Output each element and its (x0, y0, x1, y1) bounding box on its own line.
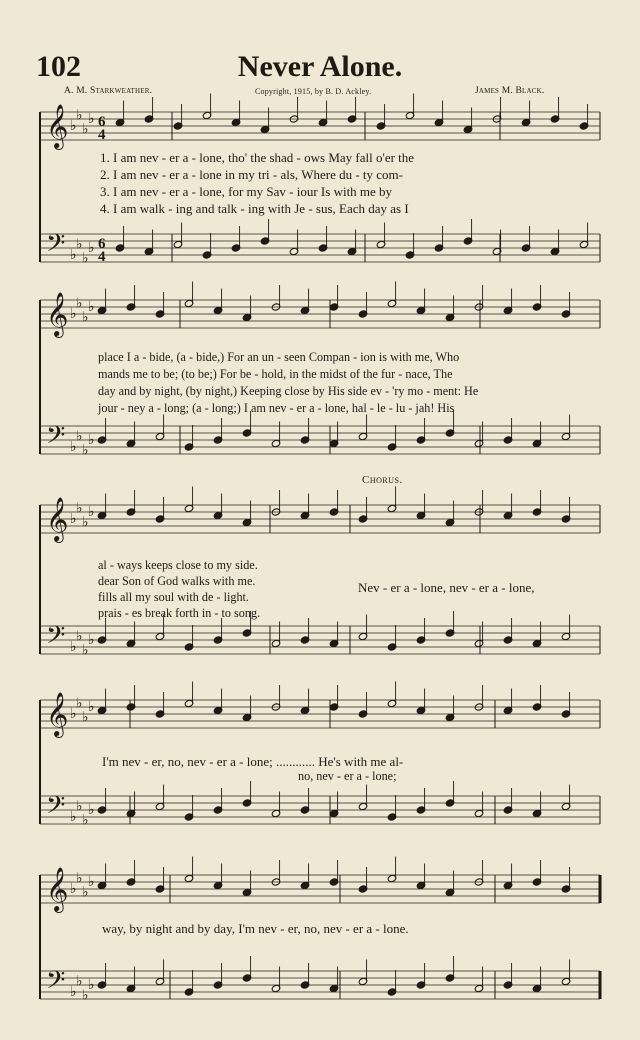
treble-clef-icon: 𝄞 (46, 292, 69, 336)
flat-icon: ♭ (88, 632, 95, 648)
music-system-2 (40, 290, 602, 470)
flat-icon: ♭ (82, 709, 89, 726)
flat-icon: ♭ (70, 881, 77, 897)
music-system-3 (40, 490, 602, 680)
chorus-lyric-line: I'm nev - er, no, nev - er a - lone; ............ He's with me al- (102, 754, 404, 769)
bass-clef-icon: 𝄢 (46, 229, 66, 264)
flat-icon: ♭ (76, 695, 83, 712)
bass-clef-icon: 𝄢 (46, 791, 66, 826)
flat-icon: ♭ (76, 236, 83, 253)
flat-icon: ♭ (76, 798, 83, 815)
copyright-notice: Copyright, 1915, by B. D. Ackley. (255, 87, 372, 96)
chorus-lyric-line: way, by night and by day, I'm nev - er, no, nev - er a - lone. (102, 921, 409, 936)
flat-icon: ♭ (88, 874, 95, 890)
flat-icon: ♭ (76, 628, 83, 645)
verse-3-line: 3. I am nev - er a - lone, for my Sav - iour Is with me by (100, 184, 393, 199)
flat-icon: ♭ (82, 987, 89, 1004)
treble-clef-icon: 𝄞 (46, 497, 69, 541)
flat-icon: ♭ (70, 439, 77, 455)
bass-clef-icon: 𝄢 (46, 421, 66, 456)
staff-notation (40, 865, 602, 1035)
chorus-label: Chorus. (362, 474, 403, 486)
bass-clef-icon: 𝄢 (46, 621, 66, 656)
flat-icon: ♭ (82, 514, 89, 531)
chorus-lyric: Nev - er a - lone, nev - er a - lone, (358, 580, 535, 595)
bass-clef-icon: 𝄢 (46, 966, 66, 1001)
time-signature: 6 (98, 236, 106, 252)
flat-icon: ♭ (76, 500, 83, 517)
flat-icon: ♭ (70, 639, 77, 655)
flat-icon: ♭ (70, 511, 77, 527)
verse-1-line: place I a - bide, (a - bide,) For an un - seen Compan - ion is with me, Who (98, 350, 460, 364)
treble-clef-icon: 𝄞 (46, 692, 69, 736)
flat-icon: ♭ (76, 295, 83, 312)
music-system-5 (40, 865, 602, 1035)
flat-icon: ♭ (82, 250, 89, 267)
flat-icon: ♭ (88, 699, 95, 715)
flat-icon: ♭ (70, 118, 77, 134)
flat-icon: ♭ (70, 306, 77, 322)
verse-4-line: 4. I am walk - ing and talk - ing with Je - sus, Each day as I (100, 201, 409, 216)
verse-2-line: dear Son of God walks with me. (98, 574, 256, 588)
flat-icon: ♭ (88, 802, 95, 818)
hymn-title: Never Alone. (237, 50, 403, 83)
verse-1-line: 1. I am nev - er a - lone, tho' the shad - ows May fall o'er the (100, 150, 415, 165)
treble-clef-icon: 𝄞 (46, 867, 69, 911)
flat-icon: ♭ (88, 240, 95, 256)
hymn-number: 102 (36, 50, 81, 83)
flat-icon: ♭ (88, 111, 95, 127)
music-system-1 (40, 100, 602, 275)
flat-icon: ♭ (82, 642, 89, 659)
time-signature: 4 (98, 127, 106, 143)
flat-icon: ♭ (88, 299, 95, 315)
time-signature: 6 (98, 114, 106, 130)
flat-icon: ♭ (76, 870, 83, 887)
flat-icon: ♭ (88, 432, 95, 448)
music-system-4 (40, 690, 602, 860)
flat-icon: ♭ (82, 309, 89, 326)
treble-clef-icon: 𝄞 (46, 104, 69, 148)
time-signature: 4 (98, 249, 106, 265)
verse-3-line: day and by night, (by night,) Keeping close by His side ev - 'ry mo - ment: He (98, 384, 479, 398)
composer-credit: James M. Black. (475, 86, 545, 96)
verse-2-line: 2. I am nev - er a - lone in my tri - als, Where du - ty com- (100, 167, 403, 182)
flat-icon: ♭ (70, 984, 77, 1000)
verse-4-line: prais - es break forth in - to song. (98, 606, 261, 620)
flat-icon: ♭ (76, 107, 83, 124)
flat-icon: ♭ (88, 504, 95, 520)
flat-icon: ♭ (82, 884, 89, 901)
verse-4-line: jour - ney a - long; (a - long;) I am nev - er a - lone, hal - le - lu - jah! His (98, 401, 455, 415)
flat-icon: ♭ (70, 809, 77, 825)
flat-icon: ♭ (88, 977, 95, 993)
flat-icon: ♭ (82, 812, 89, 829)
flat-icon: ♭ (82, 442, 89, 459)
flat-icon: ♭ (76, 428, 83, 445)
flat-icon: ♭ (82, 121, 89, 138)
flat-icon: ♭ (70, 706, 77, 722)
verse-1-line: al - ways keeps close to my side. (98, 558, 258, 572)
author-credit: A. M. Starkweather. (64, 86, 153, 96)
verse-2-line: mands me to be; (to be;) For be - hold, in the midst of the fur - nace, The (98, 367, 453, 381)
verse-3-line: fills all my soul with de - light. (98, 590, 249, 604)
flat-icon: ♭ (70, 247, 77, 263)
flat-icon: ♭ (76, 973, 83, 990)
alto-echo-lyric: no, nev - er a - lone; (298, 769, 397, 783)
